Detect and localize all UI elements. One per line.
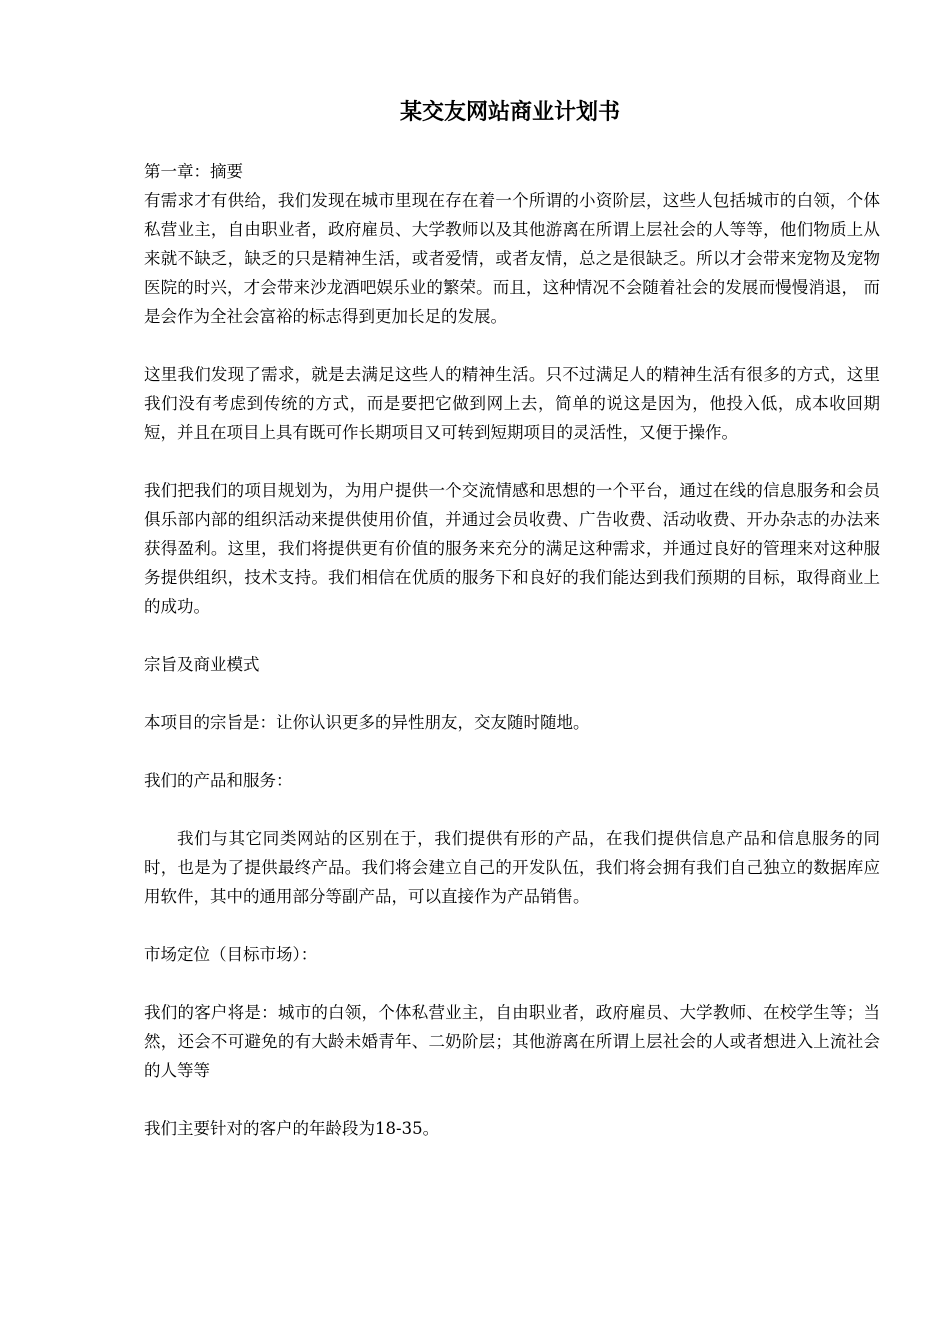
document-body (144, 157, 880, 1143)
paragraph-customers: 我们的客户将是：城市的白领，个体私营业主，自由职业者，政府雇员、大学教师、在校学生等；当然，还会不可避免的有大龄未婚青年、二奶阶层；其他游离在所谓上层社会的人或者想进入上流社会的人等等 (144, 1003, 880, 1080)
paragraph-spacer (144, 737, 880, 766)
paragraph-spacer (144, 911, 880, 940)
paragraph-spacer (144, 331, 880, 360)
paragraph-spacer (144, 969, 880, 998)
paragraph-spacer (144, 447, 880, 476)
paragraph-products: 我们与其它同类网站的区别在于，我们提供有形的产品，在我们提供信息产品和信息服务的同时，也是为了提供最终产品。我们将会建立自己的开发队伍，我们将会拥有我们自己独立的数据库应用软件，其中的通用部分等副产品，可以直接作为产品销售。 (144, 829, 880, 906)
section-heading-products: 我们的产品和服务： (144, 771, 293, 790)
paragraph-demand: 这里我们发现了需求，就是去满足这些人的精神生活。只不过满足人的精神生活有很多的方式，这里我们没有考虑到传统的方式，而是要把它做到网上去，简单的说这是因为，他投入低，成本收回期短，并且在项目上具有既可作长期项目又可转到短期项目的灵活性，又便于操作。 (144, 365, 880, 442)
paragraph-spacer (144, 1085, 880, 1114)
paragraph-intro: 有需求才有供给，我们发现在城市里现在存在着一个所谓的小资阶层，这些人包括城市的白领，个体私营业主，自由职业者，政府雇员、大学教师以及其他游离在所谓上层社会的人等等，他们物质上从来就不缺乏，缺乏的只是精神生活，或者爱情，或者友情，总之是很缺乏。所以才会带来宠物及宠物医院的时兴，才会带来沙龙酒吧娱乐业的繁荣。而且，这种情况不会随着社会的发展而慢慢消退， 而是会作为全社会富裕的标志得到更加长足的发展。 (144, 191, 880, 326)
paragraph-spacer (144, 795, 880, 824)
paragraph-age-range: 我们主要针对的客户的年龄段为18-35。 (144, 1119, 440, 1138)
section-heading-mission: 宗旨及商业模式 (144, 655, 260, 674)
paragraph-plan: 我们把我们的项目规划为，为用户提供一个交流情感和思想的一个平台，通过在线的信息服务和会员俱乐部内部的组织活动来提供使用价值，并通过会员收费、广告收费、活动收费、开办杂志的办法来获得盈利。这里，我们将提供更有价值的服务来充分的满足这种需求，并通过良好的管理来对这种服务提供组织，技术支持。我们相信在优质的服务下和良好的我们能达到我们预期的目标，取得商业上的成功。 (144, 481, 880, 616)
chapter-heading: 第一章：摘要 (144, 162, 243, 181)
document-title: 某交友网站商业计划书 (399, 99, 620, 125)
paragraph-mission: 本项目的宗旨是：让你认识更多的异性朋友，交友随时随地。 (144, 713, 590, 732)
paragraph-spacer (144, 621, 880, 650)
paragraph-spacer (144, 679, 880, 708)
section-heading-market: 市场定位（目标市场）： (144, 945, 318, 964)
